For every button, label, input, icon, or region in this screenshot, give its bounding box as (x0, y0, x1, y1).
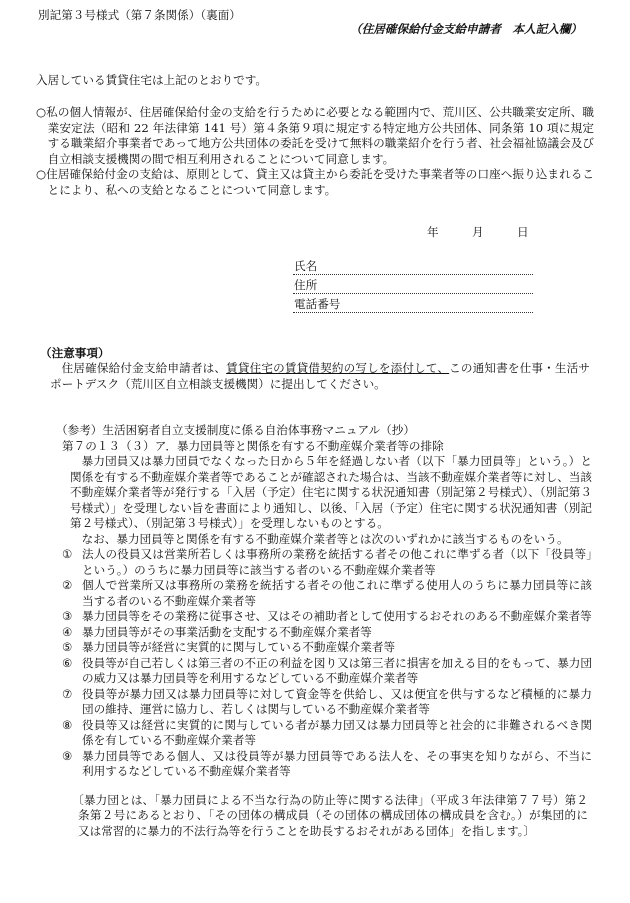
reference-paragraph-1: 暴力団員又は暴力団員でなくなった日から５年を経過しない者（以下「暴力団員等」という。）と関係を有する不動産媒介業者等であることが確認された場合は、当該不動産媒介業者等に対し、当該不動産媒介業者等が発行する「入居（予定）住宅に関する状況通知書（別記第２号様式）、（別記第３号様式）」を受理しない旨を書面により通知し、以後、「入居（予定）住宅に関する状況通知書（別記第２号様式）、（別記第３号様式）」を受理しないものとする。 (70, 454, 592, 530)
list-item (62, 625, 592, 641)
item-number: ⑨ (62, 748, 73, 763)
reference-section-heading: 第７の１３（３）ア．暴力団員等と関係を有する不動産媒介業者等の排除 (62, 438, 444, 453)
list-item (62, 687, 592, 718)
residence-statement: 入居している賃貸住宅は上記のとおりです。 (36, 73, 267, 87)
notes-text-underlined: 賃貸住宅の賃貸借契約の写しを添付して、 (226, 361, 450, 375)
reference-item-list (56, 547, 592, 780)
item-text: 役員等又は経営に実質的に関与している者が暴力団又は暴力団員等と社会的に非難されるべき関係を有している不動産媒介業者等 (82, 717, 592, 747)
reference-title: （参考）生活困窮者自立支援制度に係る自治体事務マニュアル（抄） (56, 423, 415, 437)
item-text: 役員等が自己若しくは第三者の不正の利益を図り又は第三者に損害を加える目的をもって、暴力団の威力又は暴力団員等を利用するなどしている不動産媒介業者等 (82, 655, 592, 685)
phone-label: 電話番号 (294, 296, 341, 311)
address-field[interactable] (293, 277, 533, 294)
reference-footnote: 〔暴力団とは、「暴力団員による不当な行為の防止等に関する法律」（平成３年法律第７７号）第２条第２号にあるとおり、「その団体の構成員（その団体の構成団体の構成員を含む。）が集団的に又は常習的に暴力的不法行為等を行うことを助長するおそれがある団体」を指します。〕 (72, 792, 588, 838)
list-item (62, 718, 592, 749)
consent-personal-info: ○私の個人情報が、住居確保給付金の支給を行うために必要となる範囲内で、荒川区、公共職業安定所、職業安定法（昭和 22 年法律第 141 号）第４条第９項に規定する特定地方公共団体、同条第 10 項に規定する職業紹介事業者であって地方公共団体の委託を受けて無料の職業紹介を行う者、社会福祉協議会及び自立相談支援機関の間で相互利用されることについて同意します。 (36, 105, 594, 166)
notes-text-after: この通知書を仕事・生活サポートデスク（荒川区自立相談支援機関）に提出してください。 (50, 361, 590, 391)
date-month-label: 月 (471, 225, 484, 239)
item-text: 暴力団員等である個人、又は役員等が暴力団員等である法人を、その事実を知りながら、不当に利用するなどしている不動産媒介業者等 (82, 748, 592, 778)
item-number: ③ (62, 609, 73, 623)
phone-field[interactable] (293, 296, 533, 313)
notes-text-before: 住居確保給付金支給申請者は、 (61, 361, 227, 375)
item-number: ⑦ (62, 686, 73, 701)
item-number: ⑧ (62, 717, 73, 732)
consent-payment: ○住居確保給付金の支給は、原則として、貸主又は貸主から委託を受けた事業者等の口座へ振り込まれることにより、私への支給となることについて同意します。 (36, 167, 594, 197)
item-text: 暴力団員等をその業務に従事させ、又はその補助者として使用するおそれのある不動産媒介業者等 (82, 609, 592, 623)
item-number: ① (62, 547, 73, 561)
item-text: 暴力団員等がその事業活動を支配する不動産媒介業者等 (82, 624, 372, 639)
item-number: ⑥ (62, 655, 73, 670)
notes-text (50, 361, 590, 392)
date-day-label: 日 (516, 225, 529, 239)
date-year-label: 年 (427, 225, 439, 239)
reference-section (56, 423, 592, 839)
list-item (62, 656, 592, 687)
list-item (62, 749, 592, 780)
list-item (62, 640, 592, 656)
address-label: 住所 (294, 277, 318, 292)
name-label: 氏名 (294, 258, 318, 273)
item-text: 役員等が暴力団又は暴力団員等に対して資金等を供給し、又は便宜を供与するなど積極的に暴力団の維持、運営に協力し、若しくは関与している不動産媒介業者等 (82, 686, 592, 716)
date-field (427, 225, 529, 241)
item-number: ⑤ (62, 640, 73, 654)
item-number: ② (62, 578, 73, 592)
applicant-note: （住居確保給付金支給申請者 本人記入欄） (350, 22, 582, 36)
reference-paragraph-2: なお、暴力団員等と関係を有する不動産媒介業者等とは次のいずれかに該当するものをいう。 (81, 531, 569, 546)
item-text: 法人の役員又は営業所若しくは事務所の業務を統括する者その他これに準ずる者（以下「役員等」という。）のうちに暴力団員等に該当する者のいる不動産媒介業者等 (82, 547, 592, 577)
form-number: 別記第３号様式（第７条関係）（裏面） (38, 8, 241, 22)
list-item (62, 547, 592, 578)
item-number: ④ (62, 624, 73, 639)
name-field[interactable] (293, 258, 533, 275)
list-item (62, 609, 592, 625)
item-text: 暴力団員等が経営に実質的に関与している不動産媒介業者等 (82, 640, 396, 654)
notes-heading: （注意事項） (40, 346, 110, 360)
list-item (62, 578, 592, 609)
consent-list (36, 105, 594, 198)
item-text: 個人で営業所又は事務所の業務を統括する者その他これに準ずる使用人のうちに暴力団員等に該当する者のいる不動産媒介業者等 (82, 578, 592, 608)
